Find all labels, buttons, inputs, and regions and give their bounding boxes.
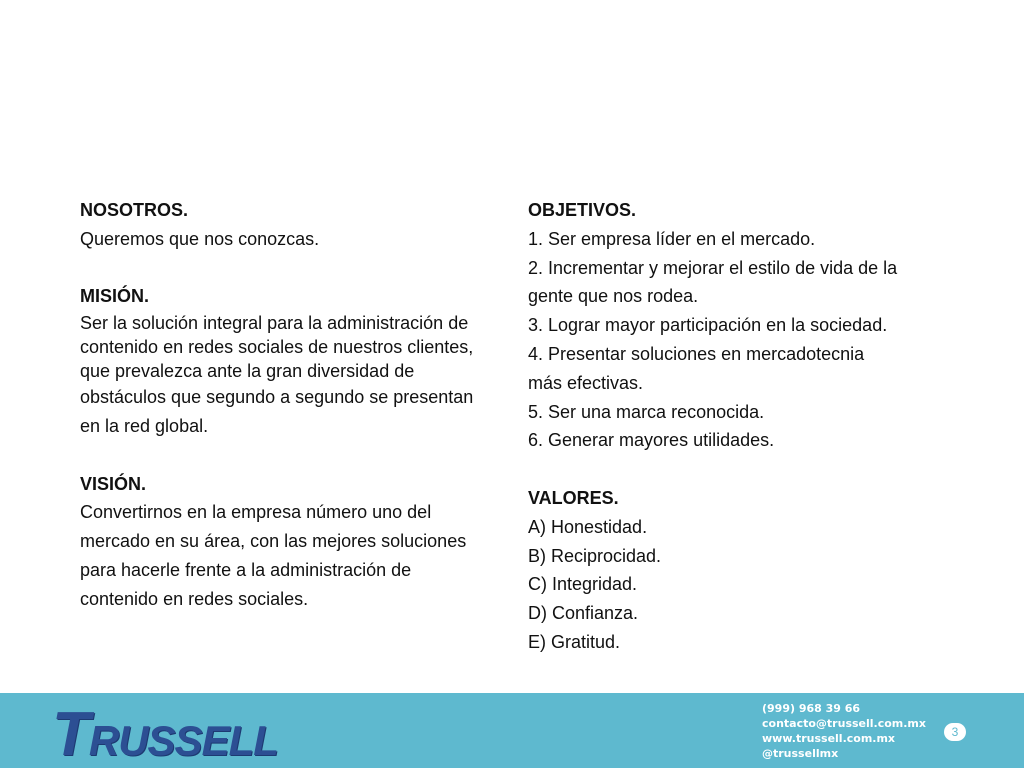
mision-line-5: en la red global. xyxy=(80,415,209,436)
objetivos-heading: OBJETIVOS. xyxy=(528,200,637,220)
objetivo-line-8: 6. Generar mayores utilidades. xyxy=(528,430,775,451)
valor-line-3: C) Integridad. xyxy=(528,574,638,595)
mision-line-3: que prevalezca ante la gran diversidad de xyxy=(80,361,415,382)
spacer xyxy=(528,455,968,484)
objetivo-line-2: 2. Incrementar y mejorar el estilo de vida de la xyxy=(528,257,898,278)
contact-website: www.trussell.com.mx xyxy=(762,732,896,745)
vision-line-3: para hacerle frente a la administración de xyxy=(80,559,412,580)
valor-line-5: E) Gratitud. xyxy=(528,631,621,652)
vision-line-2: mercado en su área, con las mejores soluciones xyxy=(80,531,467,552)
contact-social: @trussellmx xyxy=(762,747,839,760)
objetivo-line-1: 1. Ser empresa líder en el mercado. xyxy=(528,228,816,249)
nosotros-text: Queremos que nos conozcas. xyxy=(80,228,320,249)
page-number-badge: 3 xyxy=(944,723,966,741)
objetivo-line-5: 4. Presentar soluciones en mercadotecnia xyxy=(528,343,865,364)
objetivo-line-7: 5. Ser una marca reconocida. xyxy=(528,401,765,422)
valor-line-2: B) Reciprocidad. xyxy=(528,545,662,566)
mision-line-2: contenido en redes sociales de nuestros clientes, xyxy=(80,337,474,358)
valores-heading: VALORES. xyxy=(528,487,619,508)
spacer xyxy=(80,441,520,470)
logo-rest: RUSSELL xyxy=(88,717,278,764)
vision-heading: VISIÓN. xyxy=(80,473,147,494)
left-column xyxy=(80,196,520,614)
valor-line-4: D) Confianza. xyxy=(528,603,639,624)
objetivo-line-3: gente que nos rodea. xyxy=(528,286,699,307)
nosotros-heading: NOSOTROS. xyxy=(80,200,189,220)
mision-heading: MISIÓN. xyxy=(80,286,150,307)
vision-line-1: Convertirnos en la empresa número uno del xyxy=(80,502,432,523)
valor-line-1: A) Honestidad. xyxy=(528,516,648,537)
objetivo-line-6: más efectivas. xyxy=(528,372,644,393)
mision-line-4: obstáculos que segundo a segundo se presentan xyxy=(80,387,474,408)
footer-bar xyxy=(0,693,1024,768)
logo-initial: T xyxy=(52,700,89,769)
objetivo-line-4: 3. Lograr mayor participación en la sociedad. xyxy=(528,315,888,336)
mision-line-1: Ser la solución integral para la administración de xyxy=(80,313,469,334)
trussell-logo xyxy=(52,699,278,770)
vision-line-4: contenido en redes sociales. xyxy=(80,588,309,609)
contact-phone: (999) 968 39 66 xyxy=(762,702,861,715)
right-column xyxy=(528,196,968,657)
contact-info xyxy=(762,701,926,761)
contact-email: contacto@trussell.com.mx xyxy=(762,717,926,730)
spacer xyxy=(80,254,520,283)
